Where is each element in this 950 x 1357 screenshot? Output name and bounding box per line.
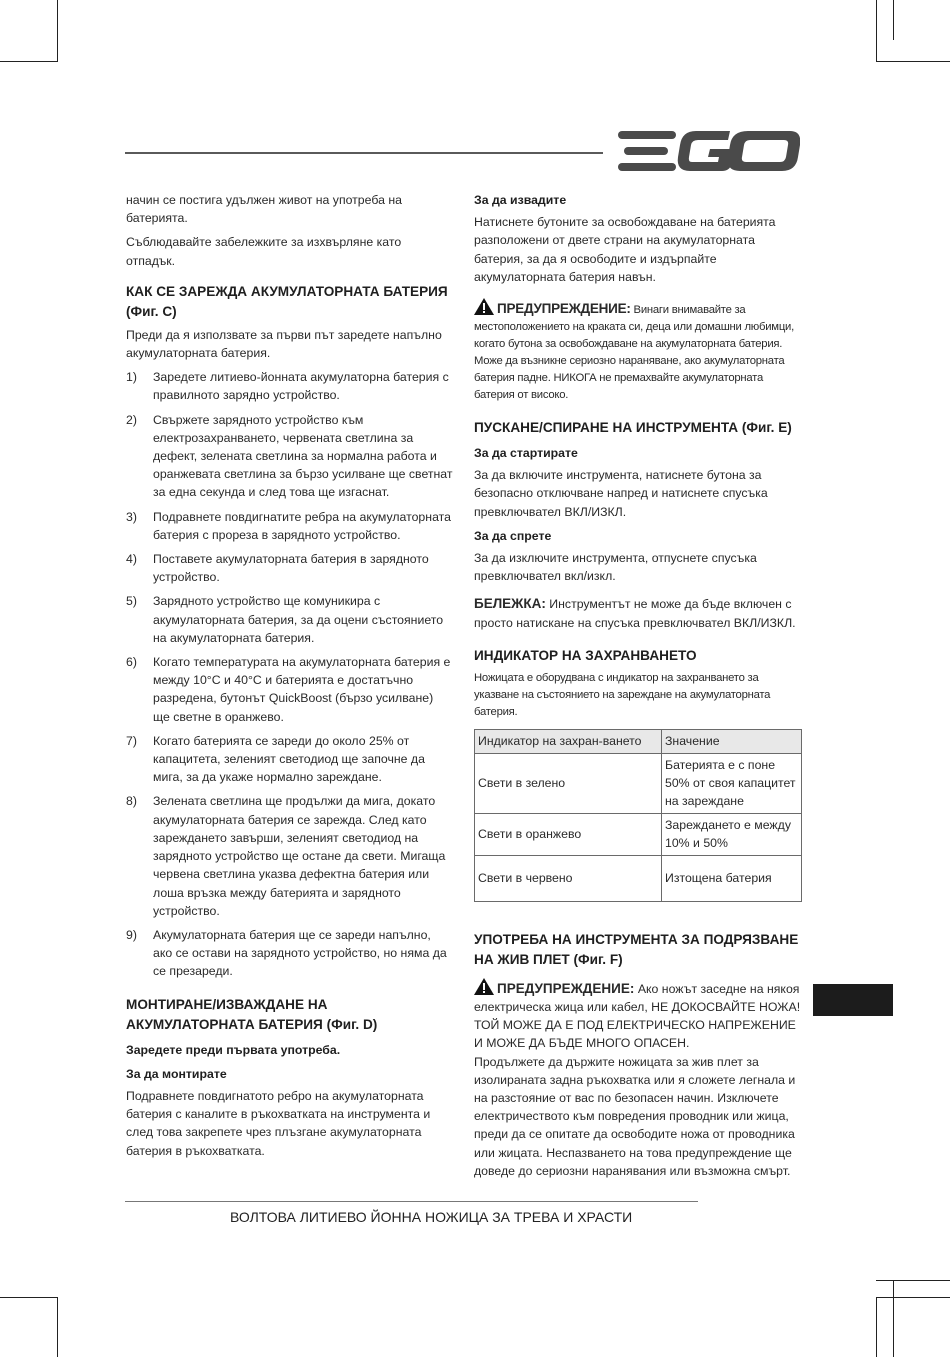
table-cell: Свети в червено bbox=[475, 855, 662, 901]
crop-mark bbox=[57, 0, 58, 62]
step-number: 4) bbox=[126, 552, 137, 567]
mount-text: Подравнете повдигнатото ребро на акумулаторната батерия с каналите в ръкохватката на инструмента и след това закрепете чрез плъзгане акумулаторната батерия в ръкохватката. bbox=[126, 1088, 431, 1158]
step-text: Поставете акумулаторната батерия в зарядното устройство. bbox=[153, 552, 429, 585]
start-subheading: За да стартирате bbox=[474, 446, 578, 461]
note-block bbox=[474, 595, 802, 631]
table-cell: Свети в зелено bbox=[475, 753, 662, 813]
charge-step bbox=[126, 732, 453, 787]
charge-step bbox=[126, 792, 453, 919]
charge-step bbox=[126, 653, 453, 726]
charge-step bbox=[126, 926, 453, 981]
table-row bbox=[475, 813, 802, 855]
indicator-heading: ИНДИКАТОР НА ЗАХРАНВАНЕТО bbox=[474, 647, 697, 663]
crop-mark bbox=[876, 1297, 950, 1298]
step-number: 2) bbox=[126, 412, 137, 427]
header-rule bbox=[125, 152, 603, 154]
step-text: Зарядното устройство ще комуникира с акумулаторната батерия, за да оцени състоянието на акумулаторната батерия. bbox=[153, 594, 444, 645]
stop-text: За да изключите инструмента, отпуснете спусъка превключвател вкл/изкл. bbox=[474, 551, 757, 584]
crop-mark bbox=[876, 0, 877, 62]
language-tab bbox=[813, 984, 893, 1016]
stop-subheading: За да спрете bbox=[474, 528, 552, 543]
step-number: 1) bbox=[126, 370, 137, 385]
crop-mark bbox=[893, 1280, 894, 1357]
step-number: 3) bbox=[126, 509, 137, 524]
intro-text: начин се постига удължен живот на употреба на батерията. bbox=[126, 193, 402, 226]
warning-icon bbox=[474, 978, 494, 995]
note-text: Инструментът не може да бъде включен с просто натискане на спусъка превключвател ВКЛ/ИЗКЛ. bbox=[474, 597, 796, 630]
mount-heading: МОНТИРАНЕ/ИЗВАЖДАНЕ НА АКУМУЛАТОРНАТА БАТЕРИЯ (Фиг. D) bbox=[126, 996, 378, 1032]
crop-mark bbox=[57, 1297, 58, 1357]
table-row bbox=[475, 753, 802, 813]
table-header-row bbox=[475, 729, 802, 753]
step-number: 6) bbox=[126, 655, 137, 670]
use-text: Продължете да държите ножицата за жив плет за изолираната задна ръкохватка или я сложете легнала и на разстояние от вас по безопасен начин. Изключете електричеството към повредения проводник или жица, преди да се опитате да освободите ножа от проводника или жицата. Неспазването на това предупреждение ще доведе до сериозни наранявания или възможна смърт. bbox=[474, 1054, 796, 1178]
table-cell: Свети в оранжево bbox=[475, 813, 662, 855]
table-cell: Батерията е с поне 50% от своя капацитет на зареждане bbox=[662, 753, 802, 813]
mount-subheading: За да монтирате bbox=[126, 1066, 227, 1081]
warning-block bbox=[474, 298, 802, 404]
charge-step bbox=[126, 550, 453, 586]
crop-mark bbox=[0, 61, 58, 62]
warning-label: ПРЕДУПРЕЖДЕНИЕ: bbox=[497, 980, 635, 996]
step-text: Заредете литиево-йонната акумулаторна батерия с правилното зарядно устройство. bbox=[153, 370, 449, 403]
remove-subheading: За да извадите bbox=[474, 193, 567, 207]
step-number: 7) bbox=[126, 733, 137, 748]
charge-step bbox=[126, 592, 453, 647]
right-column bbox=[474, 191, 802, 1186]
remove-text: Натиснете бутоните за освобождаване на батерията разположени от двете страни на акумулаторната батерия, за да я освободите и издърпайте акумулаторната батерия навън. bbox=[474, 215, 776, 284]
charge-step bbox=[126, 508, 453, 544]
step-text: Когато температурата на акумулаторната батерия е между 10°C и 40°C и батерията е достатъчно разредена, бутонът QuickBoost (бързо усилване) ще светне в оранжево. bbox=[153, 655, 451, 724]
charge-heading: КАК СЕ ЗАРЕЖДА АКУМУЛАТОРНАТА БАТЕРИЯ (Фиг. C) bbox=[126, 283, 448, 319]
table-row bbox=[475, 855, 802, 901]
indicator-table bbox=[474, 729, 802, 902]
table-cell: Зареждането е между 10% и 50% bbox=[662, 813, 802, 855]
crop-mark bbox=[876, 1297, 877, 1357]
crop-mark bbox=[876, 61, 950, 62]
left-column bbox=[126, 191, 453, 1166]
charge-step bbox=[126, 411, 453, 502]
ego-logo bbox=[618, 131, 800, 171]
use-heading: УПОТРЕБА НА ИНСТРУМЕНТА ЗА ПОДРЯЗВАНЕ НА ЖИВ ПЛЕТ (Фиг. F) bbox=[474, 931, 799, 967]
charge-step bbox=[126, 368, 453, 404]
step-number: 8) bbox=[126, 794, 137, 809]
crop-mark bbox=[0, 1297, 58, 1298]
mount-charge-first: Заредете преди първата употреба. bbox=[126, 1042, 341, 1057]
footer-rule bbox=[125, 1201, 698, 1202]
warning-text: Винаги внимавайте за местоположението на краката си, деца или домашни любимци, когато бутона за освобождаване на акумулаторната батерия. Може да възникне сериозно нараняване, ако акумулаторната батерия падне. НИКОГА не премахвайте акумулаторната батерия от високо. bbox=[474, 304, 794, 402]
step-text: Акумулаторната батерия ще се зареди напълно, ако се остави на зарядното устройство, но няма да се презареди. bbox=[153, 927, 447, 979]
crop-mark bbox=[876, 1280, 950, 1281]
footer-title: ВОЛТОВА ЛИТИЕВО ЙОННА НОЖИЦА ЗА ТРЕВА И ХРАСТИ bbox=[230, 1209, 633, 1225]
table-cell: Изтощена батерия bbox=[662, 855, 802, 901]
warning-block bbox=[474, 978, 802, 1053]
note-label: БЕЛЕЖКА: bbox=[474, 596, 546, 612]
crop-mark bbox=[893, 0, 894, 40]
step-text: Подравнете повдигнатите ребра на акумулаторната батерия с прореза в зарядното устройство. bbox=[153, 509, 451, 542]
table-header-cell: Индикатор на захран-ването bbox=[475, 729, 662, 753]
indicator-text: Ножицата е оборудвана с индикатор на захранването за указване на състоянието на зареждане на акумулаторната батерия. bbox=[474, 671, 771, 718]
warning-icon bbox=[474, 298, 494, 315]
start-stop-heading: ПУСКАНЕ/СПИРАНЕ НА ИНСТРУМЕНТА (Фиг. E) bbox=[474, 420, 792, 436]
step-text: Когато батерията се зареди до около 25% от капацитета, зеленият светодиод ще започне да мига, за да укаже нормално зареждане. bbox=[153, 733, 425, 785]
warning-text: Ако ножът заседне на някоя електрическа жица или кабел, НЕ ДОКОСВАЙТЕ НОЖА! ТОЙ МОЖЕ ДА Е ПОД ЕЛЕКТРИЧЕСКО НАПРЕЖЕНИЕ И МОЖЕ ДА БЪДЕ МНОГО ОПАСЕН. bbox=[474, 981, 801, 1051]
step-number: 9) bbox=[126, 927, 137, 942]
warning-label: ПРЕДУПРЕЖДЕНИЕ: bbox=[497, 301, 631, 317]
disposal-note: Съблюдавайте забележките за изхвърляне като отпадък. bbox=[126, 235, 402, 268]
step-text: Свържете зарядното устройство към електрозахранването, червената светлина за дефект, зелената светлина за нормална работа и оранжевата светлина за бързо усилване ще светнат за една секунда и след това ще изгаснат. bbox=[153, 412, 453, 500]
step-number: 5) bbox=[126, 594, 137, 609]
charge-intro: Преди да я използвате за първи път заредете напълно акумулаторната батерия. bbox=[126, 327, 442, 361]
start-text: За да включите инструмента, натиснете бутона за безопасно отключване напред и натиснете спусъка превключвател ВКЛ/ИЗКЛ. bbox=[474, 468, 768, 519]
charge-steps bbox=[126, 368, 453, 980]
step-text: Зелената светлина ще продължи да мига, докато акумулаторната батерия се зарежда. След като зареждането завърши, зеленият светодиод на зарядното устройство ще остане да свети. Мигаща червена светлина указва дефектна батерия или лоша връзка между батерията и зарядното устройство. bbox=[153, 794, 446, 918]
table-header-cell: Значение bbox=[662, 729, 802, 753]
